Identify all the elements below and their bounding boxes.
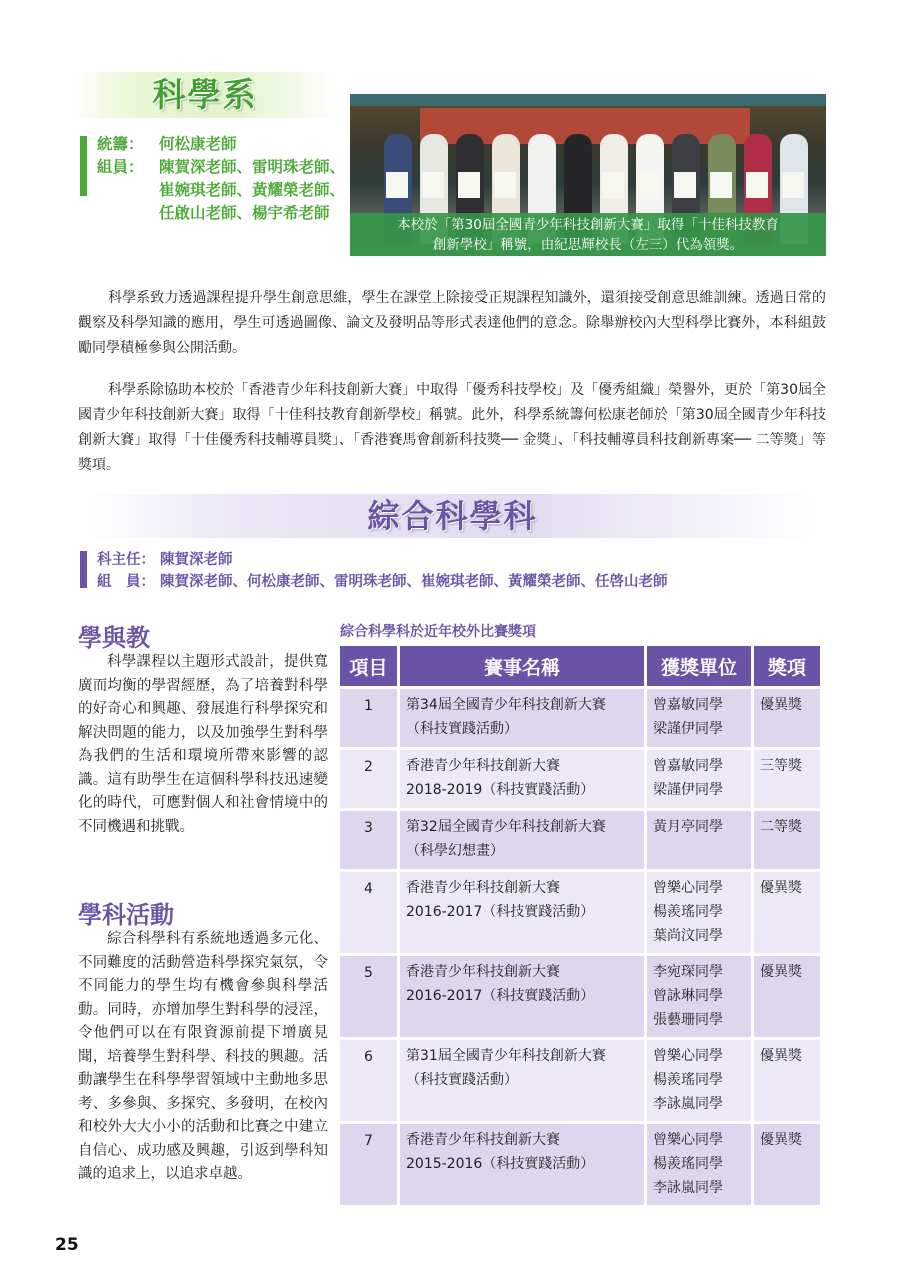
winners: 李宛琛同學 曾詠琳同學 張藝珊同學 xyxy=(647,953,754,1037)
members-line-1: 陳賀深老師、雷明珠老師、 xyxy=(159,158,346,176)
award: 優異獎 xyxy=(754,1037,820,1121)
integrated-staff-list xyxy=(97,549,668,593)
row-number: 6 xyxy=(340,1037,400,1121)
award: 二等獎 xyxy=(754,808,820,869)
members-line-2: 崔婉琪老師、黃耀榮老師、 xyxy=(159,181,346,199)
photo-caption-line-1: 本校於「第30屆全國青少年科技創新大賽」取得「十佳科技教育 xyxy=(397,217,779,233)
award: 優異獎 xyxy=(754,1121,820,1205)
winners: 曾樂心同學 楊羨瑤同學 李詠嵐同學 xyxy=(647,1121,754,1205)
table-row xyxy=(340,869,820,953)
event-name: 香港青少年科技創新大賽 2016-2017（科技實踐活動） xyxy=(400,869,647,953)
awards-table xyxy=(340,646,820,1205)
event-name: 香港青少年科技創新大賽 2016-2017（科技實踐活動） xyxy=(400,953,647,1037)
members-label: 組員： xyxy=(97,158,144,176)
event-name: 第34屆全國青少年科技創新大賽 （科技實踐活動） xyxy=(400,686,647,747)
event-name: 香港青少年科技創新大賽 2015-2016（科技實踐活動） xyxy=(400,1121,647,1205)
table-row xyxy=(340,747,820,808)
header-award: 獎項 xyxy=(754,646,820,686)
row-number: 7 xyxy=(340,1121,400,1205)
row-number: 5 xyxy=(340,953,400,1037)
members-line-3: 任啟山老師、楊宇希老師 xyxy=(159,204,330,222)
winners: 曾嘉敏同學 梁謹伊同學 xyxy=(647,747,754,808)
winners: 曾嘉敏同學 梁謹伊同學 xyxy=(647,686,754,747)
table-row xyxy=(340,1121,820,1205)
winners: 黃月亭同學 xyxy=(647,808,754,869)
panel-members-value: 陳賀深老師、何松康老師、雷明珠老師、崔婉琪老師、黃耀榮老師、任啓山老師 xyxy=(160,574,668,590)
coordinator-label: 統籌： xyxy=(97,135,144,153)
page-number: 25 xyxy=(55,1235,79,1255)
row-number: 3 xyxy=(340,808,400,869)
award: 優異獎 xyxy=(754,686,820,747)
winners: 曾樂心同學 楊羨瑤同學 李詠嵐同學 xyxy=(647,1037,754,1121)
table-row xyxy=(340,953,820,1037)
science-staff-accent-bar xyxy=(80,136,87,196)
integrated-staff-accent-bar xyxy=(80,551,87,588)
panel-head-value: 陳賀深老師 xyxy=(160,552,233,568)
photo-caption-line-2: 創新學校」稱號，由紀思輝校長（左三）代為領獎。 xyxy=(432,237,744,253)
award: 優異獎 xyxy=(754,953,820,1037)
table-row xyxy=(340,808,820,869)
integrated-science-title: 綜合科學科 xyxy=(367,497,538,535)
photo-caption xyxy=(350,213,826,256)
event-name: 第32屆全國青少年科技創新大賽 （科學幻想畫） xyxy=(400,808,647,869)
award: 優異獎 xyxy=(754,869,820,953)
subject-activities-heading: 學科活動 xyxy=(78,901,174,929)
row-number: 2 xyxy=(340,747,400,808)
science-paragraph-2: 科學系除協助本校於「香港青少年科技創新大賽」中取得「優秀科技學校」及「優秀組織」榮譽外，更於「第30屆全國青少年科技創新大賽」取得「十佳科技教育創新學校」稱號。此外，科學系統籌何松康老師於「第30屆全國青少年科技創新大賽」取得「十佳優秀科技輔導員獎」、「香港賽馬會創新科技獎── 金獎」、「科技輔導員科技創新專案── 二等獎」等獎項。 xyxy=(78,382,826,473)
row-number: 1 xyxy=(340,686,400,747)
header-winners: 獲獎單位 xyxy=(647,646,754,686)
science-paragraph-1: 科學系致力透過課程提升學生創意思維，學生在課堂上除接受正規課程知識外，還須接受創意思維訓練。透過日常的觀察及科學知識的應用，學生可透過圖像、論文及發明品等形式表達他們的意念。除舉辦校內大型科學比賽外，本科組鼓勵同學積極參與公開活動。 xyxy=(78,290,826,356)
panel-head-label: 科主任： xyxy=(97,552,155,568)
awards-table-header-row xyxy=(340,646,820,686)
award: 三等獎 xyxy=(754,747,820,808)
panel-members-label: 組 員： xyxy=(97,574,155,590)
learning-teaching-heading: 學與教 xyxy=(78,624,150,652)
table-row xyxy=(340,1037,820,1121)
row-number: 4 xyxy=(340,869,400,953)
subject-activities-text: 綜合科學科有系統地透過多元化、不同難度的活動營造科學探究氣氛，令不同能力的學生均有機會參與科學活動。同時，亦增加學生對科學的浸淫，令他們可以在有限資源前提下增廣見聞，培養學生對科學、科技的興趣。活動讓學生在科學學習領域中主動地多思考、多參與、多探究、多發明，在校內和校外大大小小的活動和比賽之中建立自信心、成功感及興趣，引返到學科知識的追求上，以追求卓越。 xyxy=(78,931,328,1182)
header-event: 賽事名稱 xyxy=(400,646,647,686)
science-title: 科學系 xyxy=(152,75,258,114)
awards-table-title: 綜合科學科於近年校外比賽獎項 xyxy=(340,624,536,640)
learning-teaching-text: 科學課程以主題形式設計，提供寬廣而均衡的學習經歷，為了培養對科學的好奇心和興趣、發展進行科學探究和解決問題的能力，以及加強學生對科學為我們的生活和環境所帶來影響的認識。這有助學生在這個科學科技迅速變化的時代，可應對個人和社會情境中的不同機遇和挑戰。 xyxy=(78,654,328,835)
table-row xyxy=(340,686,820,747)
header-item: 項目 xyxy=(340,646,400,686)
winners: 曾樂心同學 楊羨瑤同學 葉尚汶同學 xyxy=(647,869,754,953)
event-name: 第31屆全國青少年科技創新大賽 （科技實踐活動） xyxy=(400,1037,647,1121)
coordinator-value: 何松康老師 xyxy=(159,135,237,153)
event-name: 香港青少年科技創新大賽 2018-2019（科技實踐活動） xyxy=(400,747,647,808)
science-staff-list xyxy=(97,133,345,225)
